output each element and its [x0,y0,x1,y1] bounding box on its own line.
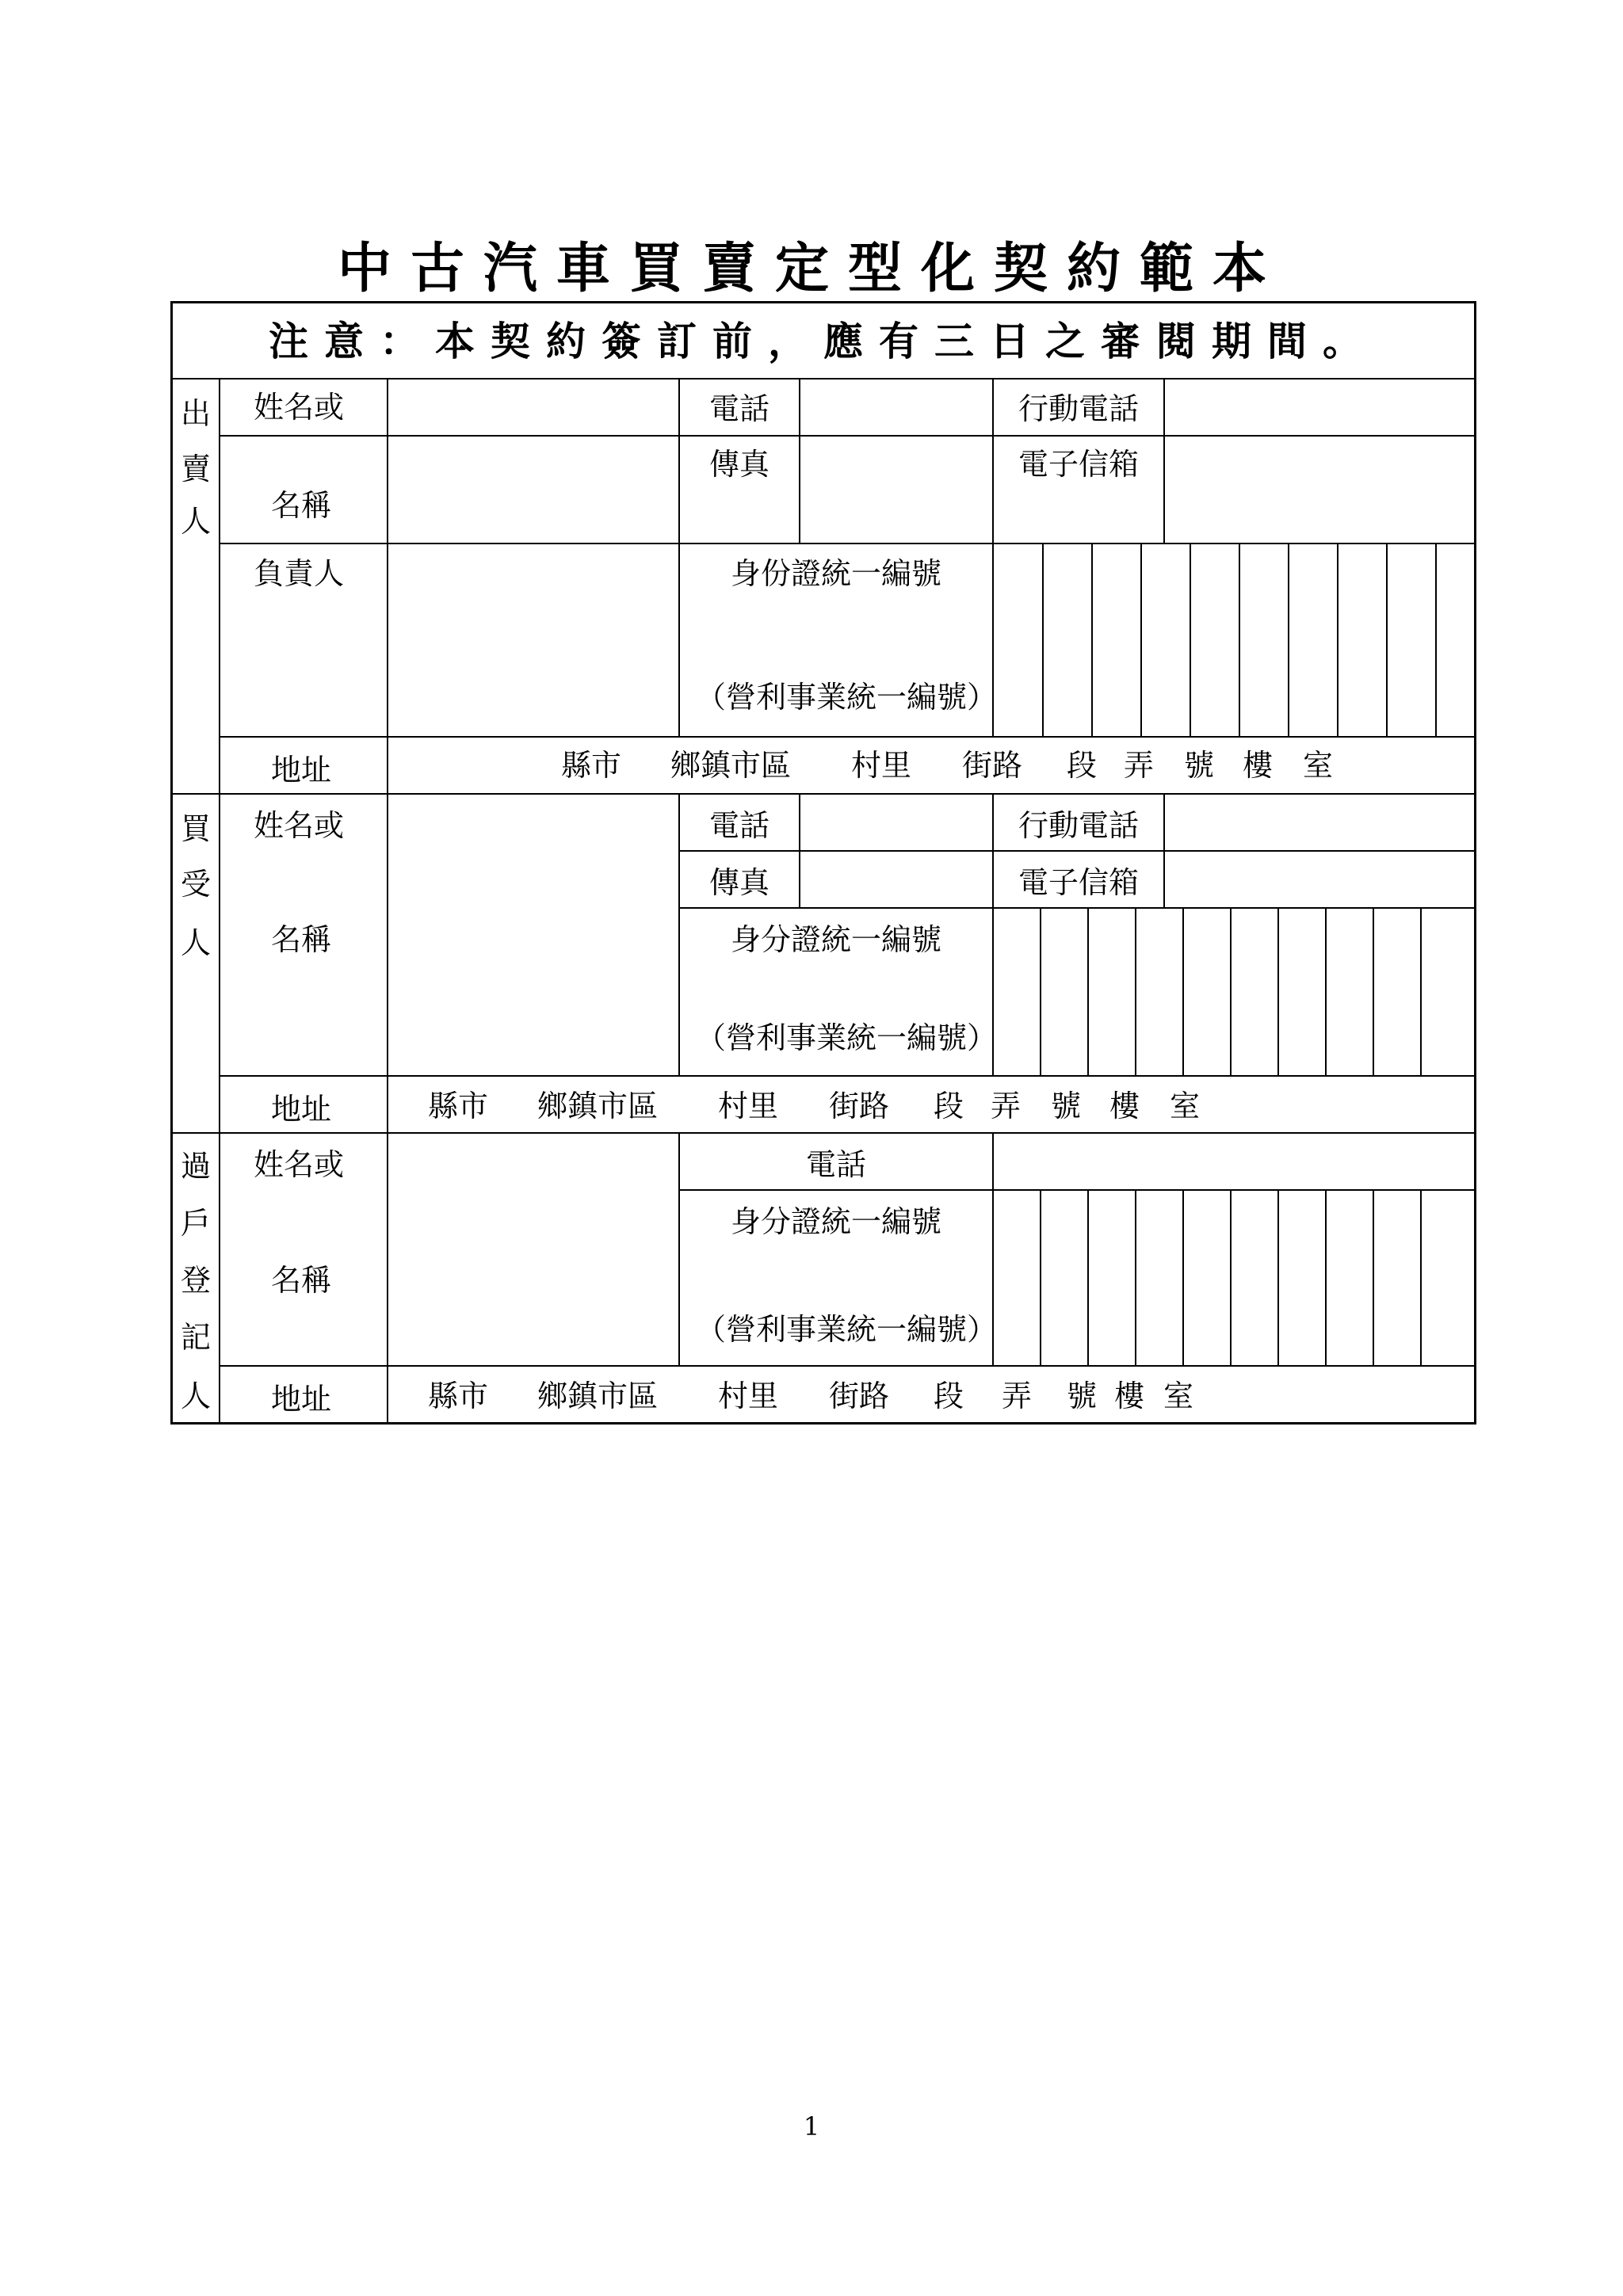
seller-mobile-field[interactable] [1165,379,1474,435]
registrant-side-label-1: 過 [181,1149,212,1184]
registrant-addr-village: 村里 [718,1379,779,1413]
seller-addr-floor: 樓 [1243,748,1274,783]
buyer-fax-field[interactable] [800,852,992,907]
seller-mobile-label: 行動電話 [1018,391,1139,426]
registrant-addr-section: 段 [934,1379,964,1413]
buyer-mobile-field[interactable] [1165,795,1474,850]
registrant-name-label-2: 名稱 [271,1263,332,1298]
buyer-email-field[interactable] [1165,852,1474,907]
registrant-addr-room: 室 [1163,1379,1194,1413]
registrant-addr-street: 街路 [829,1379,890,1413]
buyer-name-field[interactable] [388,795,678,1075]
buyer-biz-label: （營利事業統一編號） [695,1020,997,1055]
registrant-addr-alley: 弄 [1002,1379,1033,1413]
registrant-id-label: 身分證統一編號 [730,1204,941,1239]
buyer-mobile-label: 行動電話 [1018,808,1139,843]
buyer-name-label: 姓名或 [254,808,345,843]
buyer-name-label-2: 名稱 [271,922,332,957]
seller-phone-field[interactable] [800,379,992,435]
seller-addr-street: 街路 [962,748,1023,783]
buyer-addr-number: 號 [1051,1089,1082,1123]
buyer-addr-county: 縣市 [428,1089,489,1123]
seller-addr-section: 段 [1067,748,1098,783]
buyer-side-label-1: 買 [181,811,212,846]
seller-fax-field[interactable] [800,437,992,543]
registrant-side-label-4: 記 [181,1320,212,1355]
buyer-addr-street: 街路 [829,1089,890,1123]
registrant-addr-number: 號 [1067,1379,1098,1413]
seller-rep-field[interactable] [388,544,678,736]
registrant-name-field[interactable] [388,1134,678,1365]
registrant-addr-county: 縣市 [428,1379,489,1413]
document-title: 中古汽車買賣定型化契約範本 [337,238,1285,300]
page-number: 1 [803,2111,820,2142]
seller-rep-label: 負責人 [254,556,345,591]
buyer-side-label-3: 人 [181,925,212,960]
buyer-addr-alley: 弄 [991,1089,1022,1123]
buyer-addr-room: 室 [1170,1089,1201,1123]
seller-email-label: 電子信箱 [1018,447,1139,482]
buyer-addr-village: 村里 [718,1089,779,1123]
seller-addr-township: 鄉鎮市區 [670,748,792,783]
buyer-id-label: 身分證統一編號 [730,922,941,957]
seller-side-label-1: 出 [181,396,212,431]
review-period-notice: 注意：本契約簽訂前，應有三日之審閱期間。 [269,318,1378,364]
seller-email-field[interactable] [1165,437,1474,543]
buyer-side-label-2: 受 [181,867,212,902]
registrant-side-label-3: 登 [181,1263,212,1298]
seller-addr-label: 地址 [271,753,332,788]
contract-party-table [170,301,1476,1425]
seller-id-boxes[interactable] [994,544,1474,736]
seller-addr-number: 號 [1184,748,1215,783]
seller-name-label: 姓名或 [254,390,345,425]
buyer-email-label: 電子信箱 [1018,865,1139,900]
seller-addr-alley: 弄 [1124,748,1155,783]
buyer-addr-floor: 樓 [1109,1089,1140,1123]
buyer-phone-label: 電話 [708,808,769,843]
buyer-addr-section: 段 [934,1089,964,1123]
seller-addr-county: 縣市 [561,748,622,783]
buyer-phone-field[interactable] [800,795,992,850]
registrant-phone-field[interactable] [994,1134,1474,1189]
seller-biz-label: （營利事業統一編號） [695,680,997,715]
registrant-addr-floor: 樓 [1114,1379,1145,1413]
seller-name-field[interactable] [388,379,678,543]
buyer-addr-label: 地址 [271,1092,332,1127]
buyer-id-boxes[interactable] [994,909,1474,1075]
registrant-side-label-5: 人 [181,1379,212,1413]
buyer-fax-label: 傳真 [708,865,769,900]
buyer-addr-township: 鄉鎮市區 [537,1089,659,1123]
seller-id-label: 身份證統一編號 [730,556,941,591]
seller-addr-village: 村里 [851,748,912,783]
registrant-biz-label: （營利事業統一編號） [695,1312,997,1347]
seller-side-label-2: 賣 [181,452,212,486]
registrant-addr-label: 地址 [271,1382,332,1417]
registrant-id-boxes[interactable] [994,1191,1474,1365]
seller-addr-room: 室 [1303,748,1334,783]
registrant-side-label-2: 戶 [181,1206,212,1241]
registrant-addr-township: 鄉鎮市區 [537,1379,659,1413]
registrant-phone-label: 電話 [805,1147,866,1182]
registrant-name-label: 姓名或 [254,1147,345,1182]
seller-fax-label: 傳真 [708,447,769,482]
seller-phone-label: 電話 [708,391,769,426]
seller-side-label-3: 人 [181,504,212,539]
seller-name-label-2: 名稱 [271,488,332,523]
